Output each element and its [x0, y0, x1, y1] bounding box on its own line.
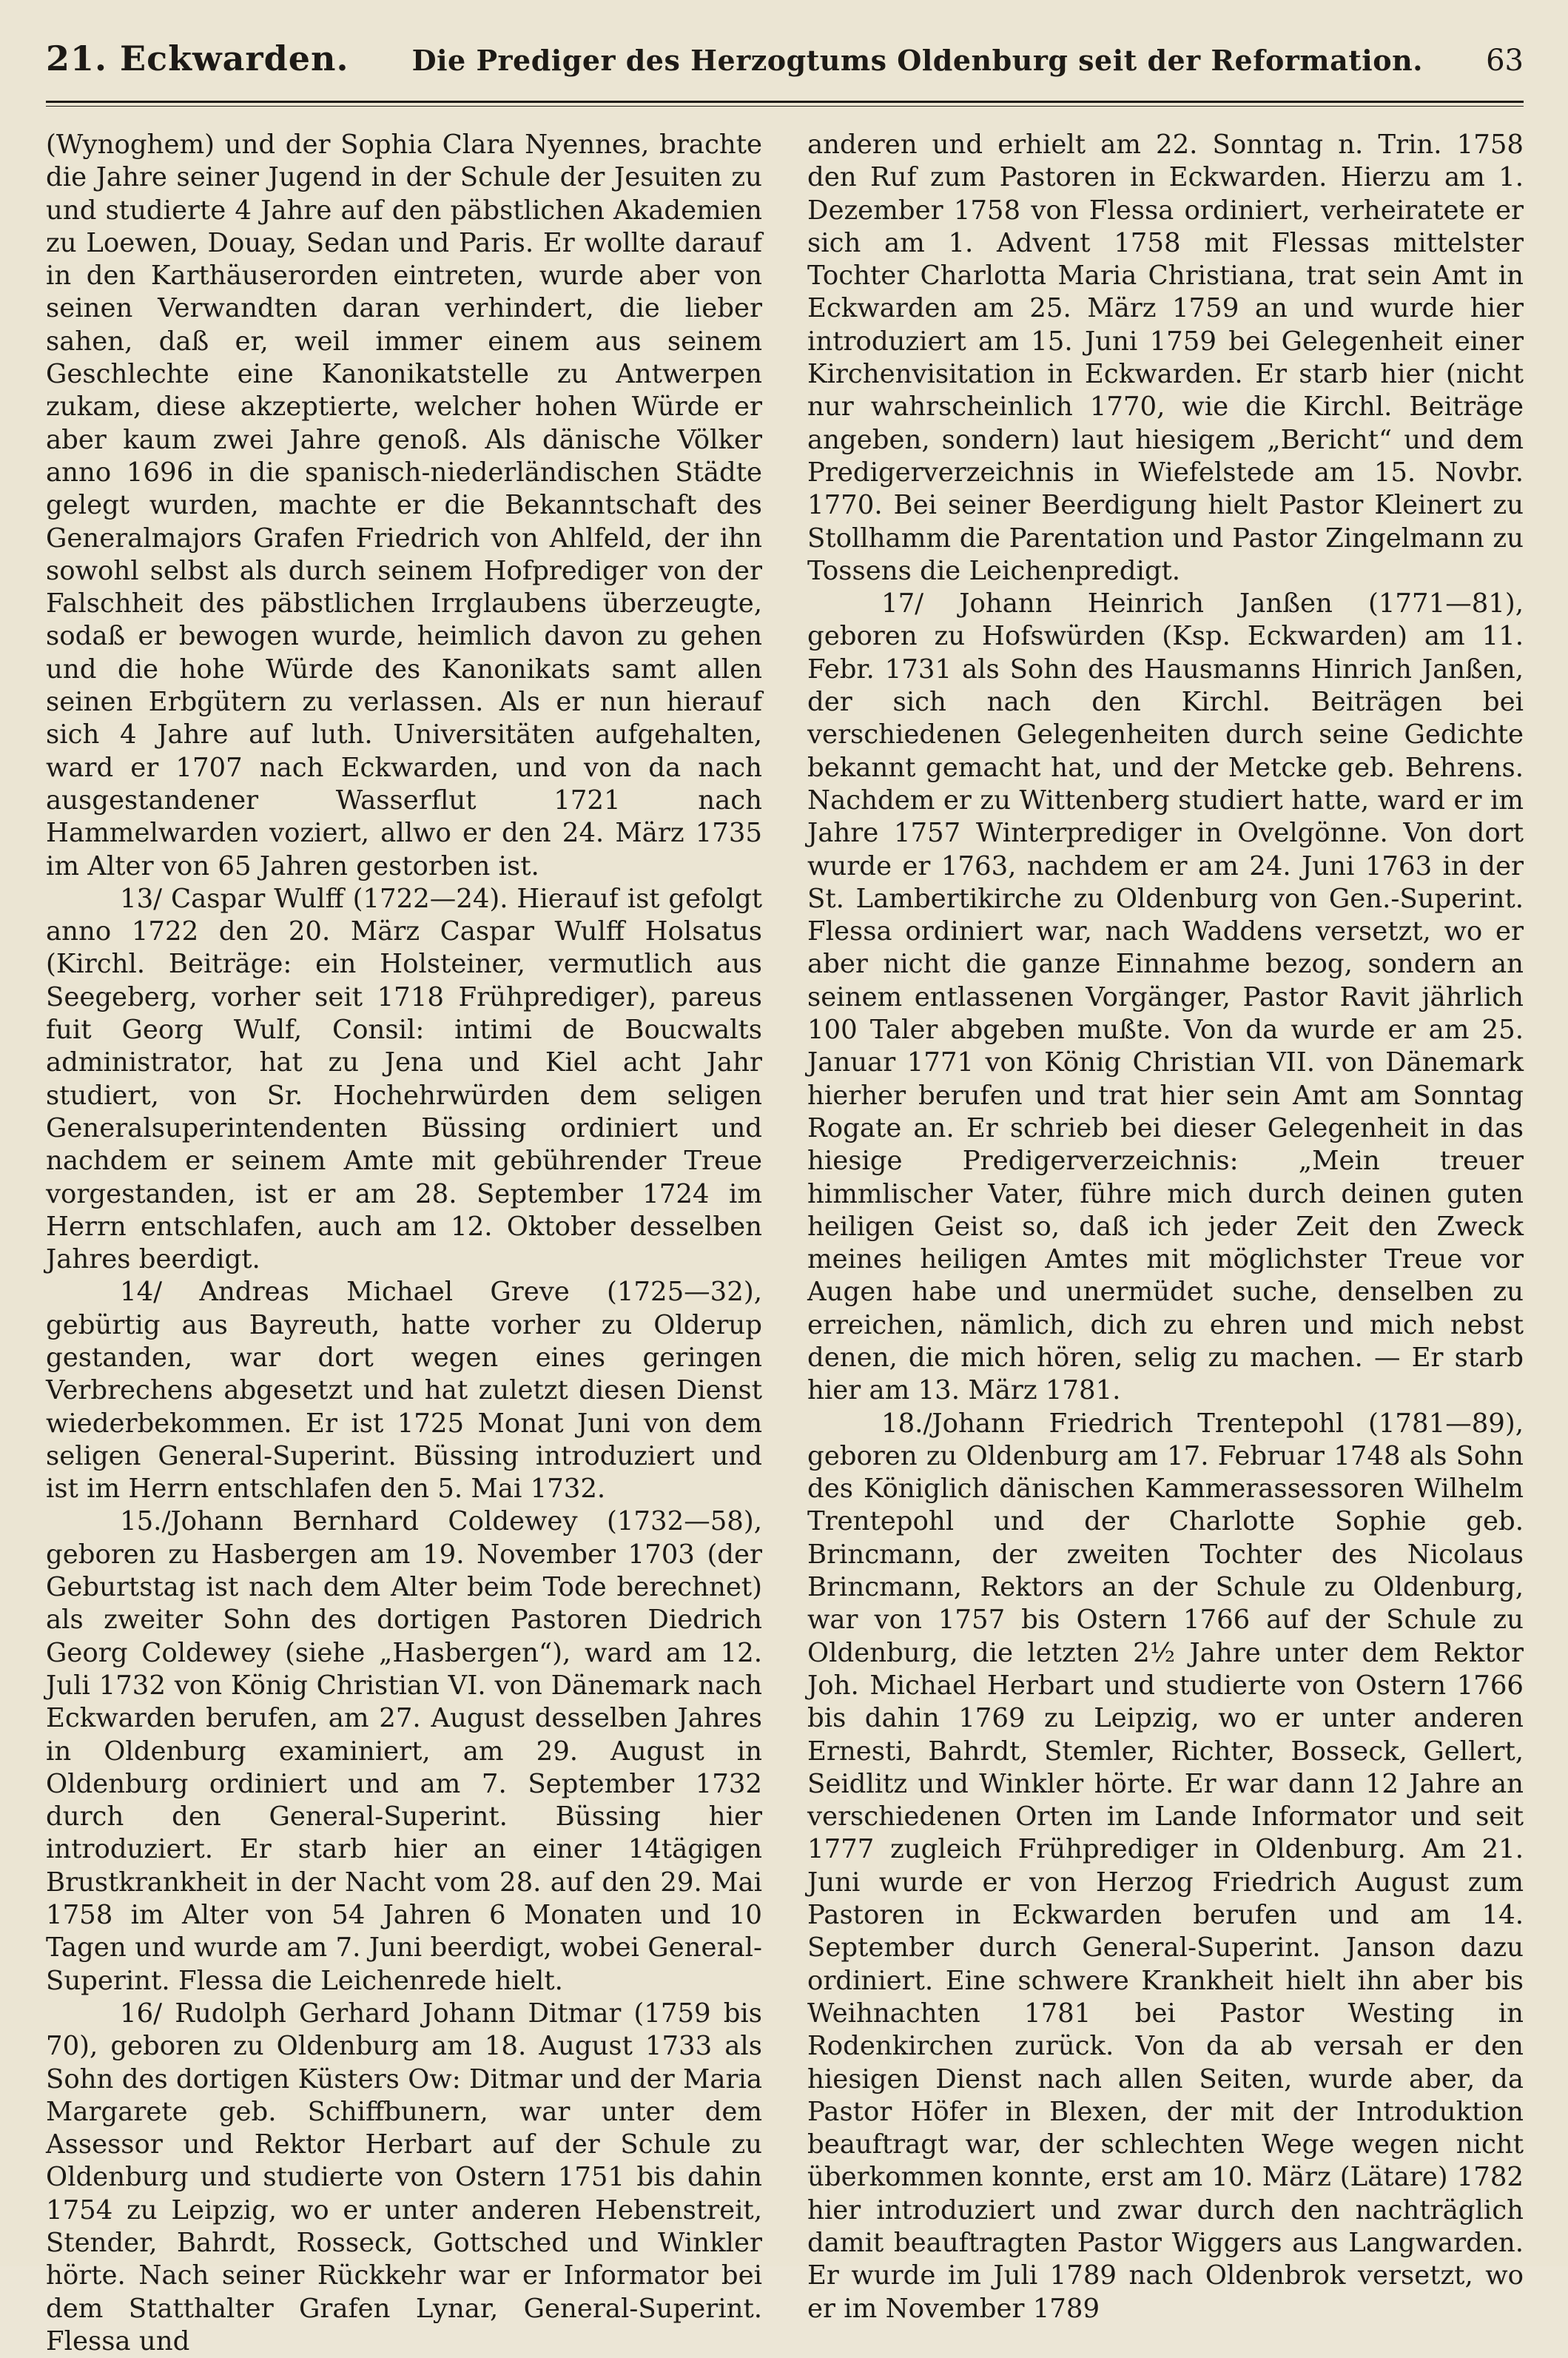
text-columns — [46, 129, 1524, 2358]
paragraph: anderen und erhielt am 22. Sonntag n. Trin. 1758 den Ruf zum Pastoren in Eckwarden. Hierzu am 1. Dezember 1758 von Flessa ordiniert, verheiratete er sich am 1. Advent 1758 mit Flessas mittelster Tochter Charlotta Maria Christiana, trat sein Amt in Eckwarden am 25. März 1759 an und wurde hier introduziert am 15. Juni 1759 bei Gelegenheit einer Kirchenvisitation in Eckwarden. Er starb hier (nicht nur wahrscheinlich 1770, wie die Kirchl. Beiträge angeben, sondern) laut hiesigem „Bericht“ und dem Predigerverzeichnis in Wiefelstede am 15. Novbr. 1770. Bei seiner Beerdigung hielt Pastor Kleinert zu Stollhamm die Parentation und Pastor Zingelmann zu Tossens die Leichenpredigt. — [807, 130, 1524, 586]
header-book-title: Die Prediger des Herzogtums Oldenburg seit der Reformation. — [411, 44, 1423, 77]
paragraph: 16/ Rudolph Gerhard Johann Ditmar (1759 bis 70), geboren zu Oldenburg am 18. August 1733 als Sohn des dortigen Küsters Ow: Ditmar und der Maria Margarete geb. Schiffbunern, war unter dem Assessor und Rektor Herbart auf der Schule zu Oldenburg und studierte von Ostern 1751 bis dahin 1754 zu Leipzig, wo er unter anderen Hebenstreit, Stender, Bahrdt, Rosseck, Gottsched und Winkler hörte. Nach seiner Rückkehr war er Informator bei dem Statthalter Grafen Lynar, General-Superint. Flessa und — [46, 1998, 762, 2357]
left-column — [46, 129, 762, 2358]
paragraph: 14/ Andreas Michael Greve (1725—32), gebürtig aus Bayreuth, hatte vorher zu Olderup gestanden, war dort wegen eines geringen Verbrechens abgesetzt und hat zuletzt diesen Dienst wiederbekommen. Er ist 1725 Monat Juni von dem seligen General-Superint. Büssing introduziert und ist im Herrn entschlafen den 5. Mai 1732. — [46, 1277, 762, 1505]
right-column — [807, 129, 1524, 2358]
paragraph: 17/ Johann Heinrich Janßen (1771—81), geboren zu Hofswürden (Ksp. Eckwarden) am 11. Febr. 1731 als Sohn des Hausmanns Hinrich Janßen, der sich nach den Kirchl. Beiträgen bei verschiedenen Gelegenheiten durch seine Gedichte bekannt gemacht hat, und der Metcke geb. Behrens. Nachdem er zu Wittenberg studiert hatte, ward er im Jahre 1757 Winterprediger in Ovelgönne. Von dort wurde er 1763, nachdem er am 24. Juni 1763 in der St. Lambertikirche zu Oldenburg von Gen.-Superint. Flessa ordiniert war, nach Waddens versetzt, wo er aber nicht die ganze Einnahme bezog, sondern an seinem entlassenen Vorgänger, Pastor Ravit jährlich 100 Taler abgeben mußte. Von da wurde er am 25. Januar 1771 von König Christian VII. von Dänemark hierher berufen und trat hier sein Amt am Sonntag Rogate an. Er schrieb bei dieser Gelegenheit in das hiesige Predigerverzeichnis: „Mein treuer himmlischer Vater, führe mich durch deinen guten heiligen Geist so, daß ich jeder Zeit den Zweck meines heiligen Amtes mit möglichster Treue vor Augen habe und unermüdet suche, denselben zu erreichen, nämlich, dich zu ehren und mich nebst denen, die mich hören, selig zu machen. — Er starb hier am 13. März 1781. — [807, 588, 1524, 1406]
paragraph: (Wynoghem) und der Sophia Clara Nyennes, brachte die Jahre seiner Jugend in der Schule der Jesuiten zu und studierte 4 Jahre auf den päbstlichen Akademien zu Loewen, Douay, Sedan und Paris. Er wollte darauf in den Karthäuserorden eintreten, wurde aber von seinen Verwandten daran verhindert, die lieber sahen, daß er, weil immer einem aus seinem Geschlechte eine Kanonikatstelle zu Antwerpen zukam, diese akzeptierte, welcher hohen Würde er aber kaum zwei Jahre genoß. Als dänische Völker anno 1696 in die spanisch-niederländischen Städte gelegt wurden, machte er die Bekanntschaft des Generalmajors Grafen Friedrich von Ahlfeld, der ihn sowohl selbst als durch seinem Hofprediger von der Falschheit des päbstlichen Irrglaubens überzeugte, sodaß er bewogen wurde, heimlich davon zu gehen und die hohe Würde des Kanonikats samt allen seinen Erbgütern zu verlassen. Als er nun hierauf sich 4 Jahre auf luth. Universitäten aufgehalten, ward er 1707 nach Eckwarden, und von da nach ausgestandener Wasserflut 1721 nach Hammelwarden voziert, allwo er den 24. März 1735 im Alter von 65 Jahren gestorben ist. — [46, 130, 762, 881]
paragraph: 18./Johann Friedrich Trentepohl (1781—89), geboren zu Oldenburg am 17. Februar 1748 als Sohn des Königlich dänischen Kammerassessoren Wilhelm Trentepohl und der Charlotte Sophie geb. Brincmann, der zweiten Tochter des Nicolaus Brincmann, Rektors an der Schule zu Oldenburg, war von 1757 bis Ostern 1766 auf der Schule zu Oldenburg, die letzten 2½ Jahre unter dem Rektor Joh. Michael Herbart und studierte von Ostern 1766 bis dahin 1769 zu Leipzig, wo er unter anderen Ernesti, Bahrdt, Stemler, Richter, Bosseck, Gellert, Seidlitz und Winkler hörte. Er war dann 12 Jahre an verschiedenen Orten im Lande Informator und seit 1777 zugleich Frühprediger in Oldenburg. Am 21. Juni wurde er von Herzog Friedrich August zum Pastoren in Eckwarden berufen und am 14. September durch General-Superint. Janson dazu ordiniert. Eine schwere Krankheit hielt ihn aber bis Weihnachten 1781 bei Pastor Westing in Rodenkirchen zurück. Von da ab versah er den hiesigen Dienst nach allen Seiten, wurde aber, da Pastor Höfer in Blexen, der mit der Introduktion beauftragt war, der schlechten Wege wegen nicht überkommen konnte, erst am 10. März (Lätare) 1782 hier introduziert und zwar durch den nachträglich damit beauftragten Pastor Wiggers aus Langwarden. Er wurde im Juli 1789 nach Oldenbrok versetzt, wo er im November 1789 — [807, 1408, 1524, 2324]
running-header — [46, 38, 1524, 90]
header-rule — [46, 101, 1524, 103]
header-section-title: 21. Eckwarden. — [46, 38, 349, 78]
header-rule-thin — [46, 106, 1524, 107]
page-number: 63 — [1486, 44, 1524, 78]
paragraph: 13/ Caspar Wulff (1722—24). Hierauf ist gefolgt anno 1722 den 20. März Caspar Wulff Holsatus (Kirchl. Beiträge: ein Holsteiner, vermutlich aus Seegeberg, vorher seit 1718 Frühprediger), pareus fuit Georg Wulf, Consil: intimi de Boucwalts administrator, hat zu Jena und Kiel acht Jahr studiert, von Sr. Hochehrwürden dem seligen Generalsuperintendenten Büssing ordiniert und nachdem er seinem Amte mit gebührender Treue vorgestanden, ist er am 28. September 1724 im Herrn entschlafen, auch am 12. Oktober desselben Jahres beerdigt. — [46, 883, 762, 1275]
paragraph: 15./Johann Bernhard Coldewey (1732—58), geboren zu Hasbergen am 19. November 1703 (der Geburtstag ist nach dem Alter beim Tode berechnet) als zweiter Sohn des dortigen Pastoren Diedrich Georg Coldewey (siehe „Hasbergen“), ward am 12. Juli 1732 von König Christian VI. von Dänemark nach Eckwarden berufen, am 27. August desselben Jahres in Oldenburg examiniert, am 29. August in Oldenburg ordiniert und am 7. September 1732 durch den General-Superint. Büssing hier introduziert. Er starb hier an einer 14tägigen Brustkrankheit in der Nacht vom 28. auf den 29. Mai 1758 im Alter von 54 Jahren 6 Monaten und 10 Tagen und wurde am 7. Juni beerdigt, wobei General-Superint. Flessa die Leichenrede hielt. — [46, 1506, 762, 1996]
